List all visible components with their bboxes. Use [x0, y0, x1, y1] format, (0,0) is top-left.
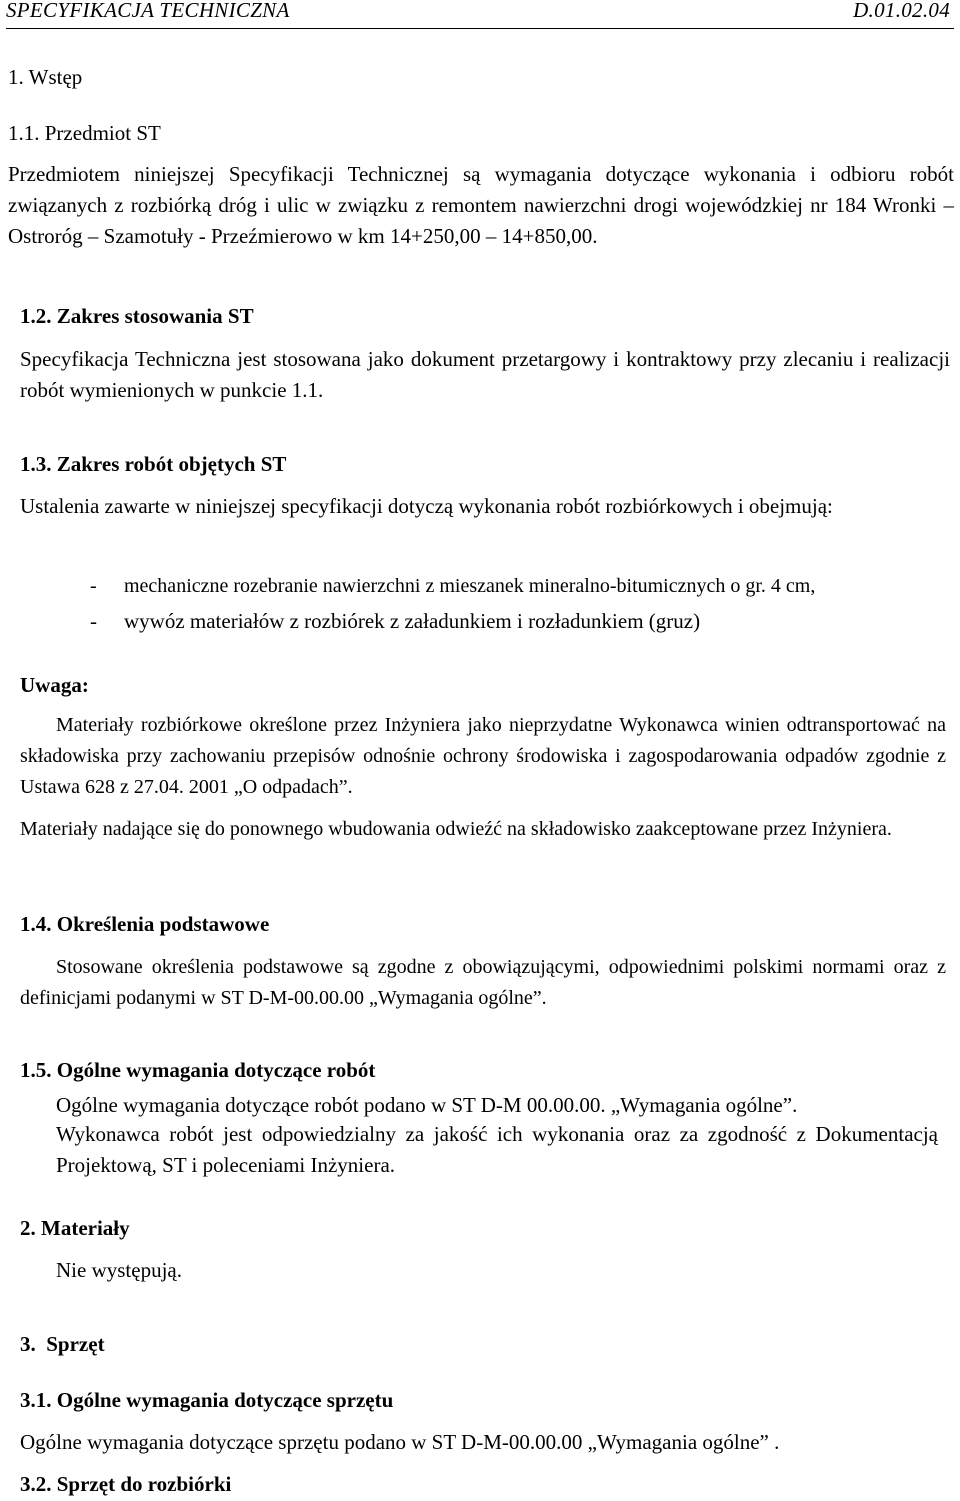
section-1-3-heading: 1.3. Zakres robót objętych ST [20, 452, 287, 476]
section-1-2-heading: 1.2. Zakres stosowania ST [20, 304, 254, 328]
section-1-1-text: Przedmiotem niniejszej Specyfikacji Technicznej są wymagania dotyczące wykonania i odbioru robót związanych z rozbiórką dróg i ulic w związku z remontem nawierzchni drogi wojewódzkiej nr 184 Wronki – Ostroróg – Szamotuły - Przeźmierowo w km 14+250,00 – 14+850,00. [8, 162, 954, 248]
section-1-1-heading: 1.1. Przedmiot ST [8, 121, 161, 145]
page-header [6, 0, 950, 28]
section-3-1-text: Ogólne wymagania dotyczące sprzętu podano w ST D-M-00.00.00 „Wymagania ogólne” . [20, 1430, 780, 1454]
section-1-5-text-1: Ogólne wymagania dotyczące robót podano w ST D-M 00.00.00. „Wymagania ogólne”. [56, 1093, 798, 1117]
list-item [90, 572, 815, 600]
section-1-2-text: Specyfikacja Techniczna jest stosowana jako dokument przetargowy i kontraktowy przy zlecaniu i realizacji robót wymienionych w punkcie 1.1. [20, 347, 950, 402]
header-rule [6, 28, 954, 29]
list-item-text: wywóz materiałów z rozbiórek z załadunkiem i rozładunkiem (gruz) [124, 609, 701, 633]
list-bullet: - [90, 575, 97, 597]
section-2-text: Nie występują. [56, 1258, 182, 1282]
section-1-3-text: Ustalenia zawarte w niniejszej specyfikacji dotyczą wykonania robót rozbiórkowych i obejmują: [20, 494, 833, 518]
section-2-heading: 2. Materiały [20, 1216, 130, 1240]
list-item-text: mechaniczne rozebranie nawierzchni z mieszanek mineralno-bitumicznych o gr. 4 cm, [124, 575, 816, 597]
document-title: SPECYFIKACJA TECHNICZNA [6, 0, 290, 22]
note-text-1: Materiały rozbiórkowe określone przez Inżyniera jako nieprzydatne Wykonawca winien odtransportować na składowiska przy zachowaniu przepisów odnośnie ochrony środowiska i zagospodarowania odpadów zgodnie z Ustawa 628 z 27.04. 2001 „O odpadach”. [20, 714, 946, 798]
list-item [90, 607, 700, 635]
section-3-heading: 3. Sprzęt [20, 1332, 105, 1356]
section-3-1-heading: 3.1. Ogólne wymagania dotyczące sprzętu [20, 1388, 394, 1412]
note-text-2: Materiały nadające się do ponownego wbudowania odwieźć na składowisko zaakceptowane przez Inżyniera. [20, 818, 892, 840]
section-3-2-heading: 3.2. Sprzęt do rozbiórki [20, 1472, 232, 1496]
section-1-4-text: Stosowane określenia podstawowe są zgodne z obowiązującymi, odpowiednimi polskimi normami oraz z definicjami podanymi w ST D-M-00.00.00 „Wymagania ogólne”. [20, 956, 946, 1009]
section-1-4-heading: 1.4. Określenia podstawowe [20, 912, 270, 936]
list-bullet: - [90, 609, 97, 633]
section-1-heading: 1. Wstęp [8, 65, 83, 89]
document-code: D.01.02.04 [853, 0, 950, 22]
note-label: Uwaga: [20, 673, 89, 697]
section-1-5-heading: 1.5. Ogólne wymagania dotyczące robót [20, 1058, 376, 1082]
section-1-5-text-2: Wykonawca robót jest odpowiedzialny za jakość ich wykonania oraz za zgodność z Dokumentacją Projektową, ST i poleceniami Inżyniera. [56, 1122, 938, 1177]
